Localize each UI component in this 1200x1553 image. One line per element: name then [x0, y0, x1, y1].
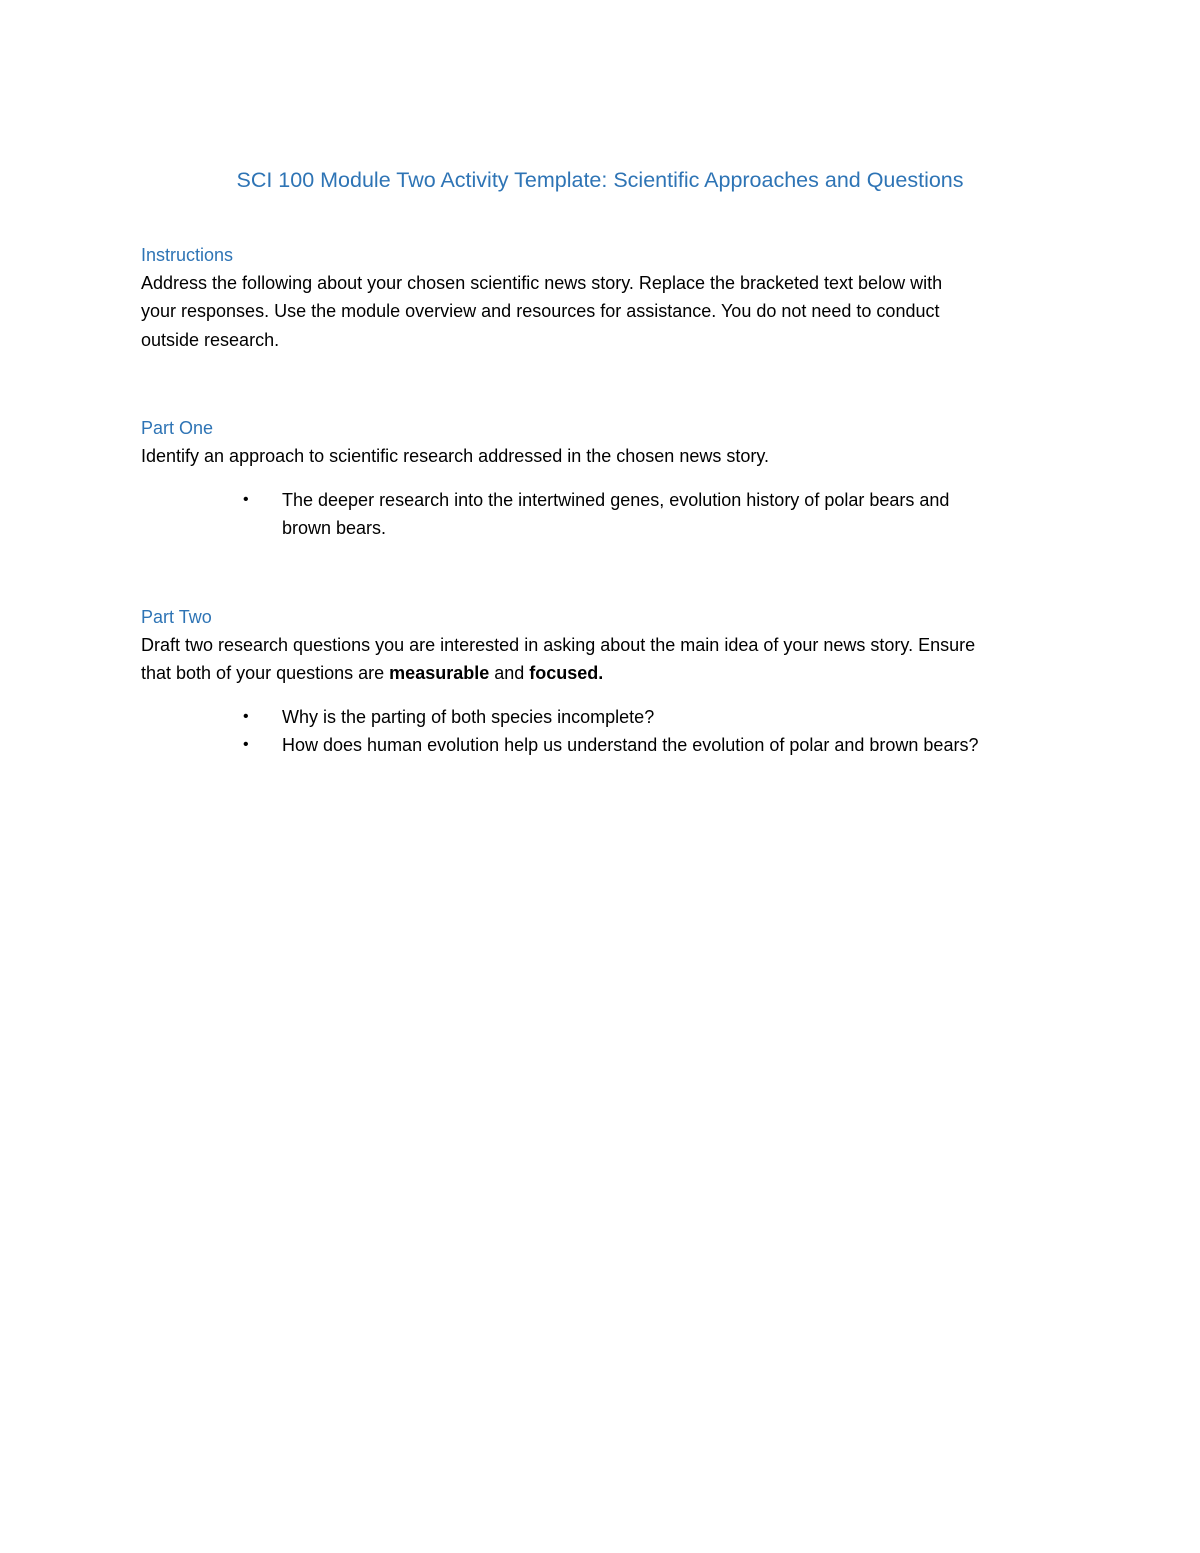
bullet-text	[282, 486, 949, 543]
bullet-text	[282, 731, 978, 759]
bullet-text-line: How does human evolution help us understand the evolution of polar and brown bears?	[282, 735, 979, 755]
bullet-text-line: Why is the parting of both species incomplete?	[282, 707, 655, 727]
part-two-prompt-line: Draft two research questions you are interested in asking about the main idea of your news story. Ensure	[141, 635, 976, 655]
bullet-text-line: brown bears.	[282, 518, 387, 539]
part-one-prompt	[141, 442, 1071, 470]
bullet-text	[282, 703, 654, 731]
bullet-icon: •	[243, 491, 249, 508]
bullet-icon: •	[243, 736, 249, 753]
instructions-paragraph	[141, 269, 1071, 354]
prompt-bold-focused: focused.	[529, 663, 604, 684]
instructions-line: your responses. Use the module overview and resources for assistance. You do not need to conduct	[141, 301, 940, 322]
part-two-heading: Part Two	[141, 607, 212, 627]
part-two-prompt	[141, 631, 1071, 688]
part-two-prompt-line	[141, 659, 1071, 687]
part-one-heading: Part One	[141, 418, 214, 438]
page-title: SCI 100 Module Two Activity Template: Scientific Approaches and Questions	[236, 168, 964, 192]
prompt-bold-measurable: measurable	[389, 663, 490, 684]
part-one-prompt-text: Identify an approach to scientific research addressed in the chosen news story.	[141, 446, 770, 466]
instructions-line: outside research.	[141, 329, 280, 350]
instructions-line: Address the following about your chosen scientific news story. Replace the bracketed text below with	[141, 273, 943, 293]
prompt-text: that both of your questions are	[141, 663, 390, 684]
instructions-heading: Instructions	[141, 245, 234, 265]
bullet-icon: •	[243, 708, 249, 725]
bullet-text-line: The deeper research into the intertwined genes, evolution history of polar bears and	[282, 490, 950, 510]
prompt-text: and	[489, 663, 530, 684]
